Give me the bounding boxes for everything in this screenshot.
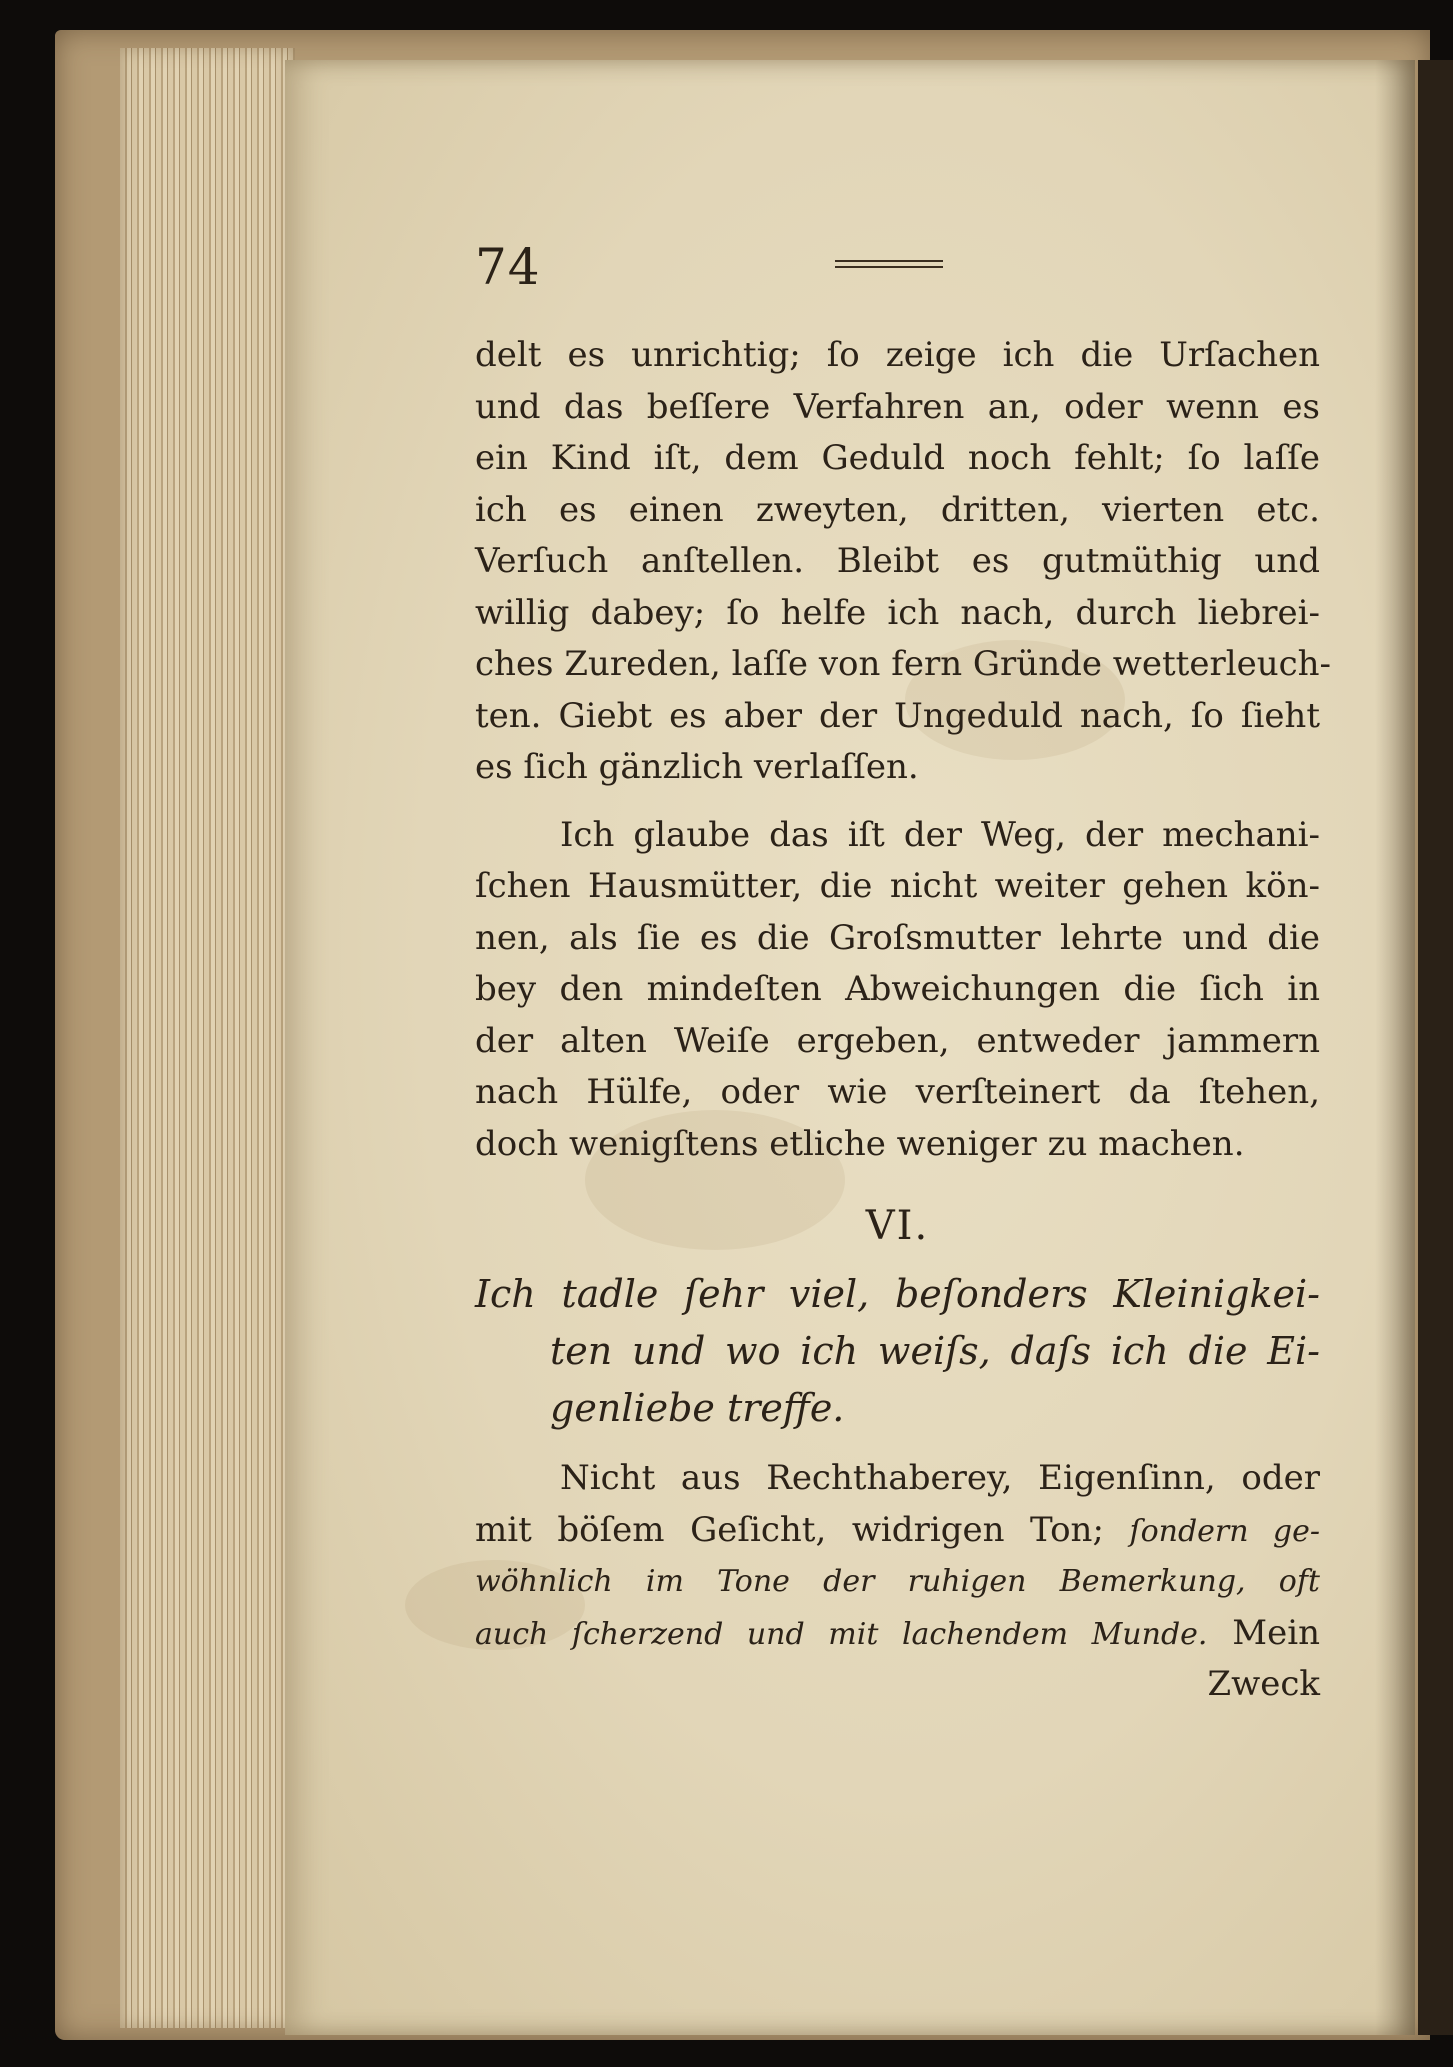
text-line: [475, 1505, 1320, 1557]
paragraph-gap: [475, 1437, 1320, 1453]
text-line: ches Zureden, laſſe von fern Gründe wetterleuch-: [475, 644, 1332, 684]
roman-run: mit böſem Geſicht, widrigen Ton;: [475, 1509, 1130, 1550]
text-line: Nicht aus Rechthaberey, Eigenſinn, oder: [560, 1458, 1320, 1498]
thesis-line: genliebe treffe.: [550, 1386, 845, 1430]
binding-gutter: [1418, 60, 1453, 2035]
text-line: [475, 1608, 1320, 1660]
text-line: ich es einen zweyten, dritten, vierten etc.: [475, 489, 1320, 530]
paragraph-3: [475, 1453, 1320, 1659]
page-edges: [120, 48, 295, 2028]
text-line: nach Hülfe, oder wie verſteinert da ſtehen,: [475, 1072, 1320, 1112]
paragraph-2: [475, 810, 1320, 1171]
head-rule: [835, 260, 943, 268]
text-line: delt es unrichtig; ſo zeige ich die Urſachen: [475, 335, 1320, 375]
section-heading: VI.: [865, 1203, 930, 1249]
text-line: ein Kind iſt, dem Geduld noch fehlt; ſo laſſe: [475, 438, 1320, 478]
text-line: bey den mindeſten Abweichungen die ſich in: [475, 969, 1320, 1009]
text-line: nen, als ſie es die Groſsmutter lehrte und die: [475, 917, 1320, 958]
text-line: ten. Giebt es aber der Ungeduld nach, ſo ſieht: [475, 695, 1320, 736]
text-line: willig dabey; ſo helfe ich nach, durch liebrei-: [475, 592, 1320, 633]
roman-run: Mein: [1207, 1612, 1320, 1653]
text-line: es ſich gänzlich verlaſſen.: [475, 747, 919, 787]
text-block: [475, 330, 1332, 1710]
text-line: und das beſſere Verfahren an, oder wenn es: [475, 386, 1320, 427]
text-line: Verſuch anſtellen. Bleibt es gutmüthig und: [475, 541, 1320, 581]
catchword: Zweck: [1207, 1664, 1320, 1704]
thesis-line: ten und wo ich weiſs, daſs ich die Ei-: [550, 1329, 1320, 1373]
section-thesis: [475, 1266, 1320, 1437]
text-line: doch wenigſtens etliche weniger zu machen.: [475, 1123, 1245, 1164]
gutter-shadow: [1375, 60, 1415, 2035]
text-line: wöhnlich im Tone der ruhigen Bemerkung, oft: [475, 1564, 1320, 1599]
text-line: der alten Weiſe ergeben, entweder jammern: [475, 1020, 1320, 1061]
paragraph-gap: [475, 794, 1320, 810]
italic-run: auch ſcherzend und mit lachendem Munde.: [475, 1616, 1208, 1652]
paragraph-1: [475, 330, 1332, 794]
running-head: [475, 238, 1335, 298]
thesis-line: Ich tadle ſehr viel, beſonders Kleinigkei-: [475, 1272, 1320, 1316]
page-number: 74: [475, 238, 541, 296]
text-line: Ich glaube das iſt der Weg, der mechani-: [560, 814, 1320, 855]
italic-run: ſondern ge-: [1129, 1513, 1320, 1549]
text-line: ſchen Hausmütter, die nicht weiter gehen kön-: [475, 866, 1320, 906]
